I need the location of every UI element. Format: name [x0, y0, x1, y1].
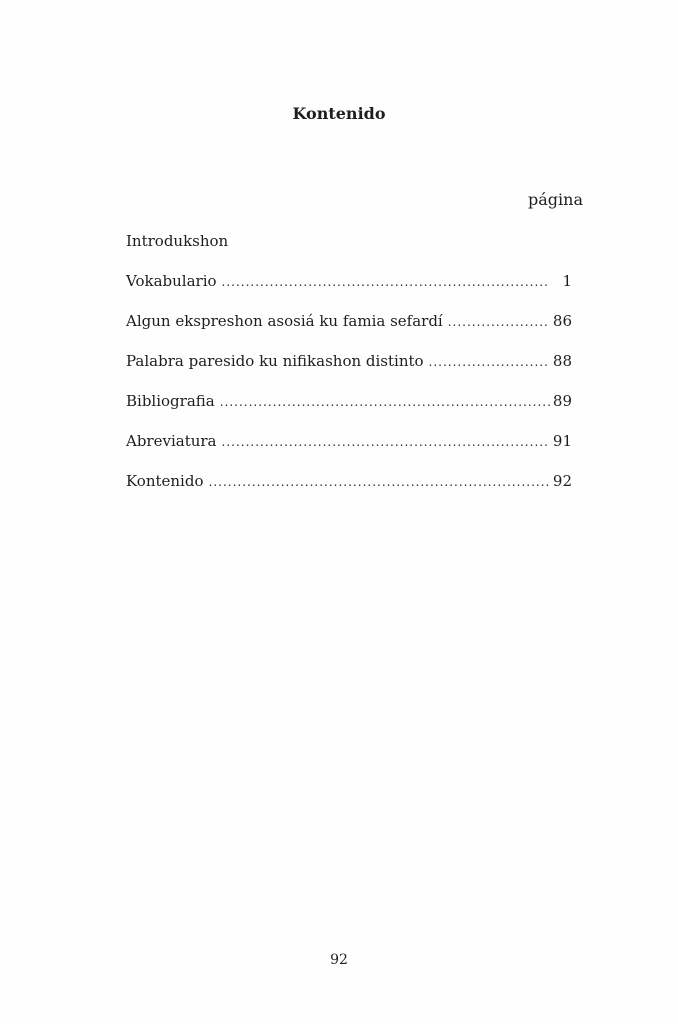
- page-number: 92: [330, 952, 348, 968]
- toc-entry-page: 91: [552, 432, 572, 450]
- toc-entry-page: 88: [552, 352, 572, 370]
- toc-entry: [126, 430, 572, 470]
- toc-entry-label: Kontenido: [126, 472, 204, 490]
- toc-leader-dots: [222, 431, 551, 453]
- toc-entry: [126, 230, 572, 270]
- toc-entry-label: Palabra paresido ku nifikashon distinto: [126, 352, 424, 370]
- toc-entry-page: 92: [552, 472, 572, 490]
- toc-entry-page: 1: [562, 272, 572, 290]
- toc-leader-dots: [209, 471, 551, 493]
- toc-entry-label: Algun ekspreshon asosiá ku famia sefardí: [126, 312, 443, 330]
- toc-entry-page: 89: [552, 392, 572, 410]
- toc-entry-label: Abreviatura: [126, 432, 217, 450]
- toc-entry: [126, 310, 572, 350]
- toc-leader-dots: [220, 391, 550, 413]
- toc-entry: [126, 470, 572, 510]
- toc-leader-dots: [448, 311, 550, 333]
- toc-entry-label: Introdukshon: [126, 232, 229, 250]
- toc-entry-label: Bibliografia: [126, 392, 215, 410]
- toc-entry-label: Vokabulario: [126, 272, 217, 290]
- table-of-contents: [126, 230, 572, 510]
- toc-leader-dots: [429, 351, 550, 373]
- toc-entry: [126, 270, 572, 310]
- toc-entry: [126, 390, 572, 430]
- page-title: Kontenido: [292, 104, 386, 123]
- toc-entry: [126, 350, 572, 390]
- toc-entry-page: 86: [552, 312, 572, 330]
- toc-leader-dots: [222, 271, 550, 293]
- page-column-heading: página: [528, 190, 583, 209]
